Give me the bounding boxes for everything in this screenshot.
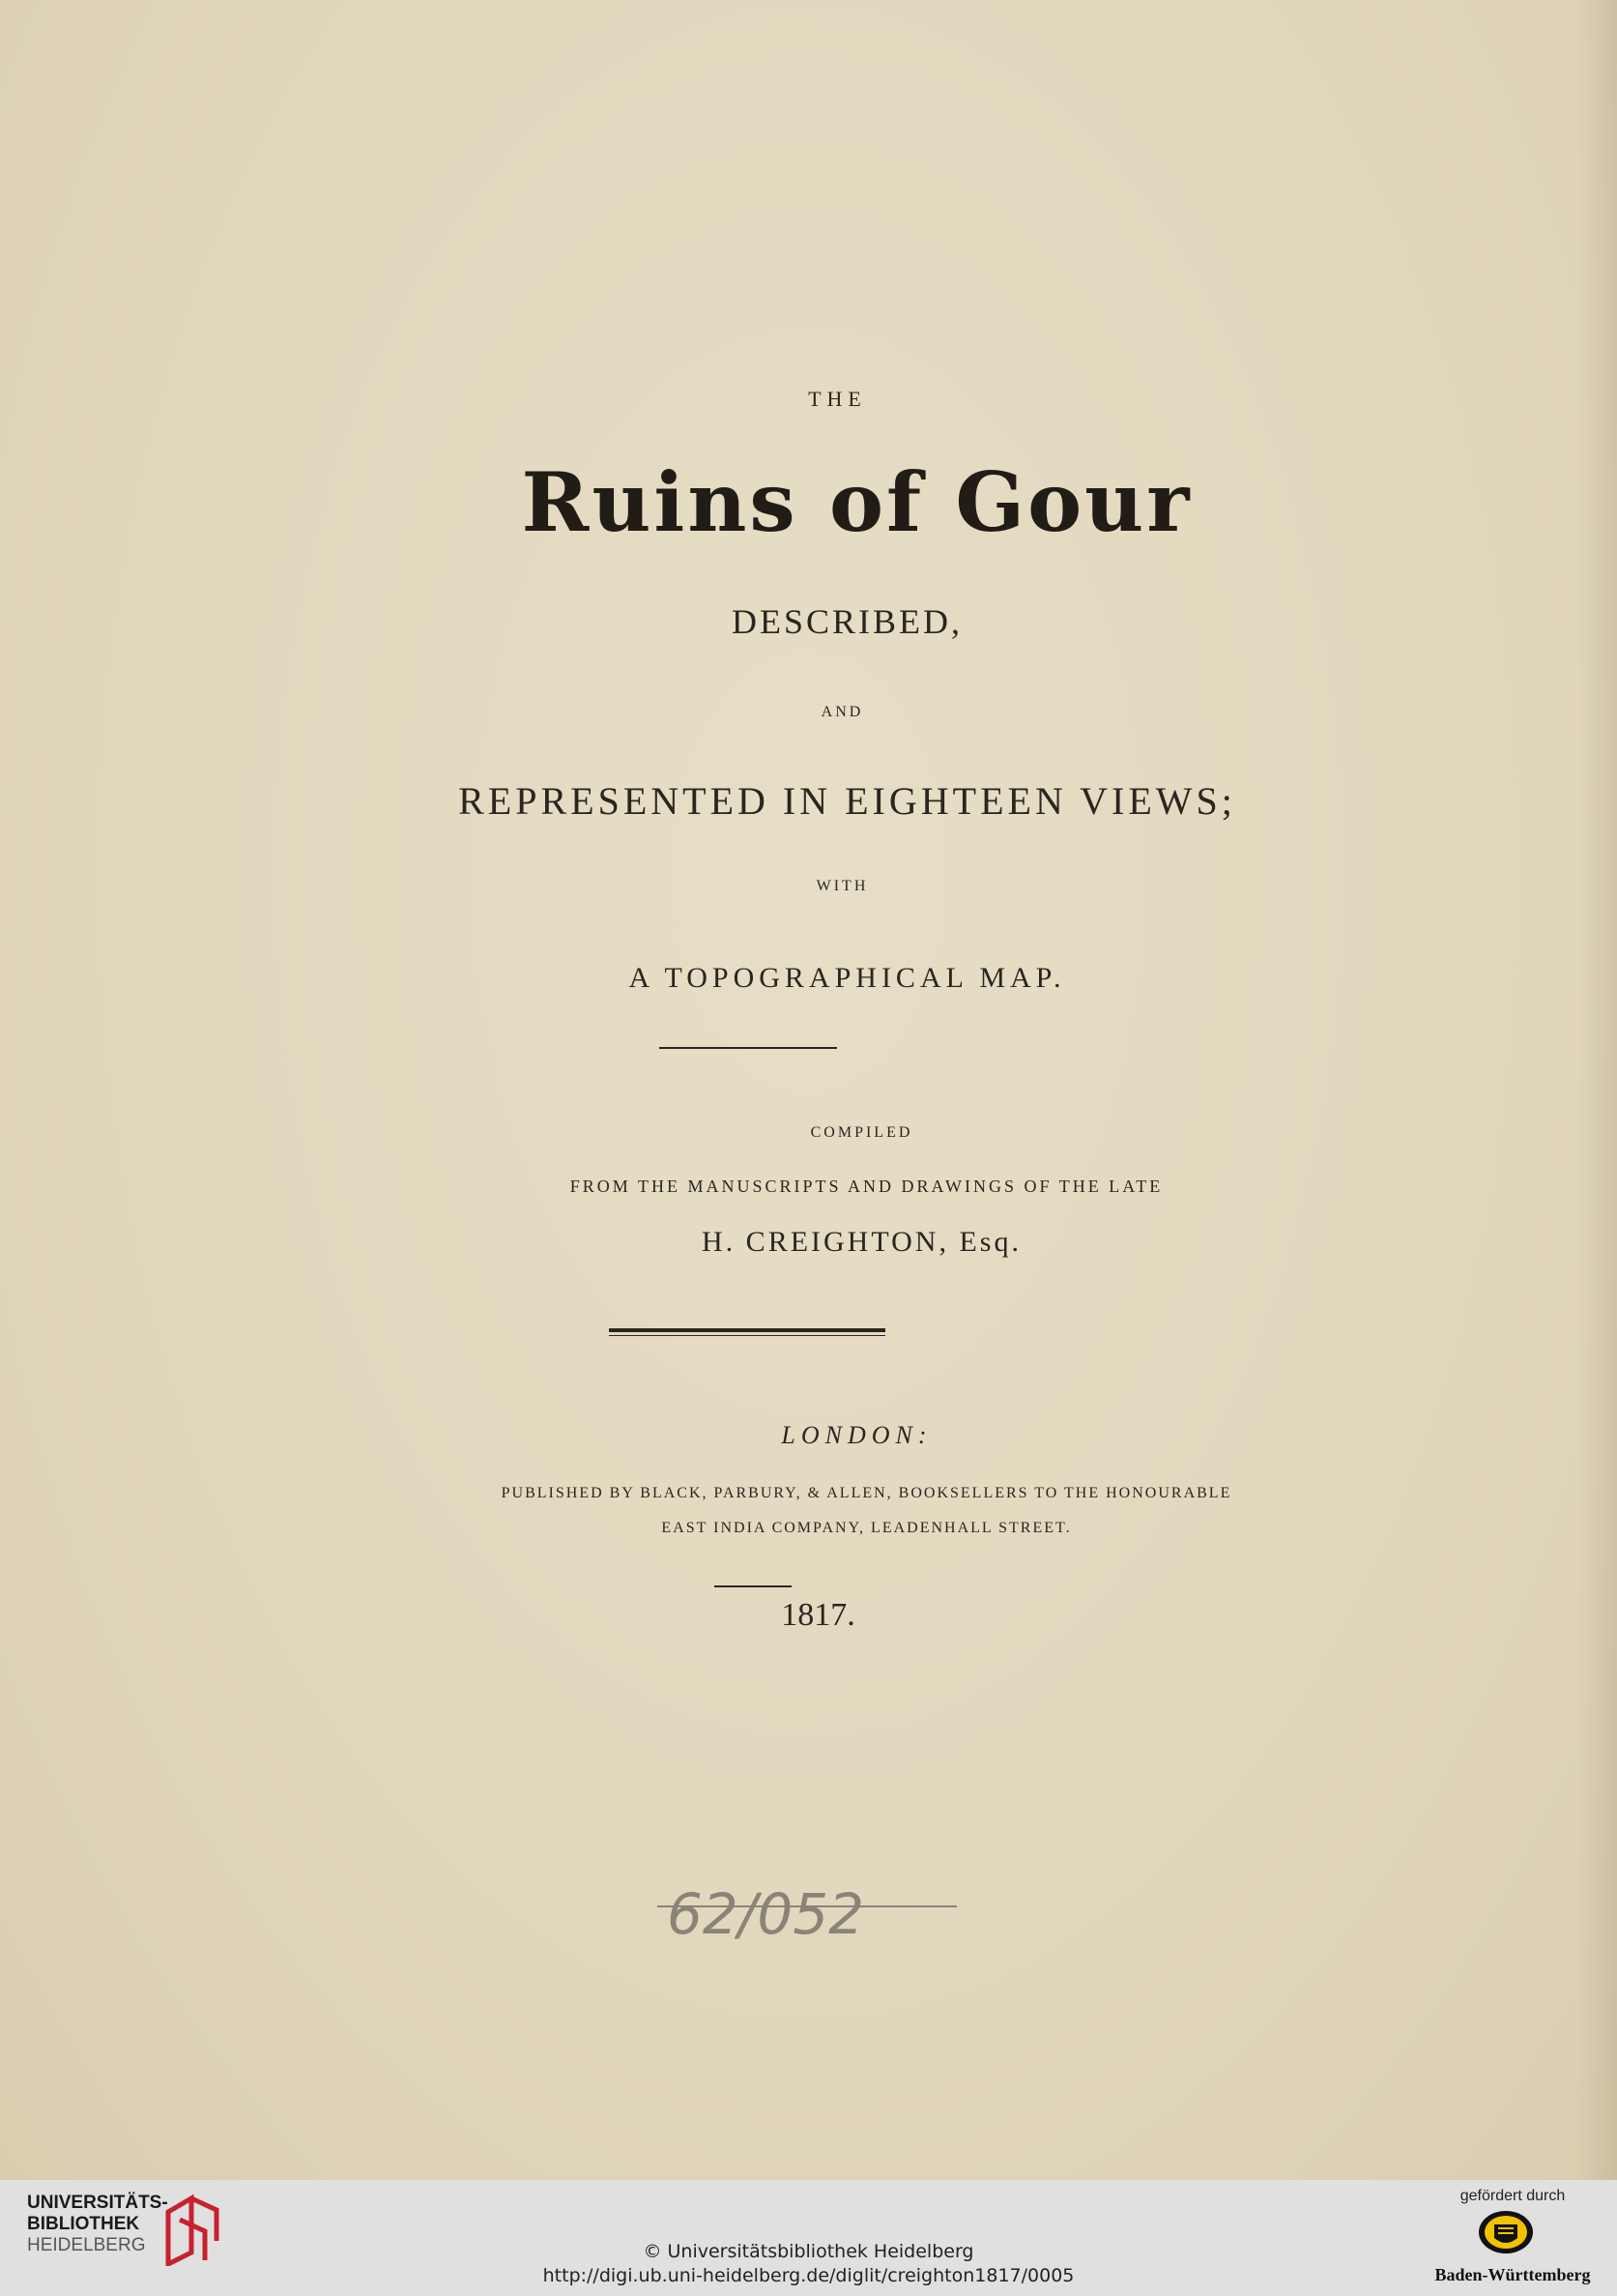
sponsor-label: gefördert durch: [1459, 2188, 1566, 2204]
subtitle-represented: REPRESENTED IN EIGHTEEN VIEWS;: [458, 779, 1236, 823]
imprint-publisher-line1: PUBLISHED BY BLACK, PARBURY, & ALLEN, BOOKSELLERS TO THE HONOURABLE: [501, 1485, 1232, 1501]
library-name-line3: HEIDELBERG: [27, 2235, 146, 2255]
pencil-shelfmark-note: [657, 1856, 967, 1972]
book-title: Ruins of Gour: [521, 454, 1193, 550]
imprint-city: LONDON:: [781, 1421, 933, 1449]
ornamental-rule: [659, 1047, 837, 1049]
double-rule-thick: [609, 1328, 885, 1332]
pencil-note-text: 62/052: [667, 1881, 865, 1947]
library-name-line2: BIBLIOTHEK: [27, 2214, 140, 2234]
publication-year: 1817.: [781, 1597, 855, 1633]
author-name: H. CREIGHTON, Esq.: [702, 1226, 1022, 1258]
baden-wuerttemberg-seal-icon: [1477, 2209, 1535, 2255]
year-rule: [714, 1585, 792, 1587]
subtitle-topographical-map: A TOPOGRAPHICAL MAP.: [628, 962, 1066, 994]
subtitle-with: WITH: [816, 878, 869, 894]
compiled-label: COMPILED: [810, 1124, 913, 1141]
permalink-url[interactable]: http://digi.ub.uni-heidelberg.de/diglit/creighton1817/0005: [542, 2265, 1075, 2286]
source-statement: FROM THE MANUSCRIPTS AND DRAWINGS OF THE LATE: [569, 1177, 1164, 1196]
library-name-line1: UNIVERSITÄTS-: [27, 2193, 168, 2213]
subtitle-described: DESCRIBED,: [731, 602, 964, 641]
sponsor-name: Baden-Württemberg: [1434, 2265, 1591, 2284]
subtitle-and: AND: [821, 704, 864, 720]
double-rule-thin: [609, 1335, 885, 1336]
title-article: THE: [808, 387, 867, 411]
imprint-publisher-line2: EAST INDIA COMPANY, LEADENHALL STREET.: [661, 1520, 1072, 1536]
copyright-notice: © Universitätsbibliothek Heidelberg: [643, 2241, 974, 2262]
